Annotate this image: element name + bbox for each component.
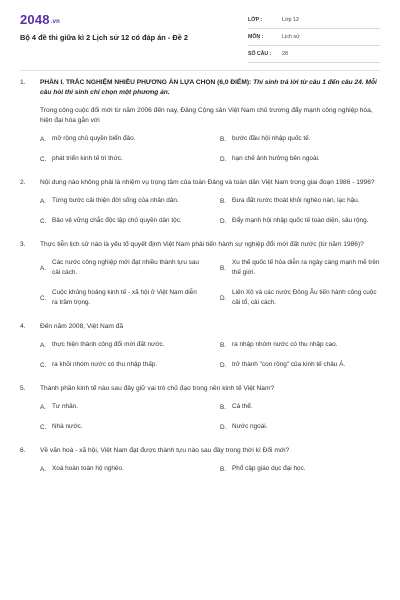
option-d[interactable] bbox=[220, 288, 392, 308]
option-letter: B. bbox=[220, 197, 227, 205]
question-4 bbox=[20, 322, 382, 370]
option-letter: D. bbox=[220, 294, 227, 302]
meta-value: Lớp 12 bbox=[282, 17, 300, 23]
option-letter: C. bbox=[40, 294, 47, 302]
meta-value: Lịch sử bbox=[282, 34, 300, 40]
section-heading-text bbox=[40, 78, 382, 98]
question-text: Thực tiễn lịch sử nào là yếu tố quyết định Việt Nam phải tiến hành sự nghiệp đổi mới đất nước (từ năm 1986)? bbox=[40, 241, 364, 248]
option-letter: C. bbox=[40, 217, 47, 225]
option-text: Đẩy mạnh hội nhập quốc tế toàn diện, sâu rộng. bbox=[232, 217, 369, 224]
option-text: Cuộc khủng hoảng kinh tế - xã hội ở Việt Nam diễn ra trầm trọng. bbox=[52, 289, 197, 306]
option-b[interactable] bbox=[220, 134, 392, 144]
option-c[interactable] bbox=[40, 216, 212, 226]
question-stem bbox=[20, 240, 382, 250]
option-letter: C. bbox=[40, 361, 47, 369]
option-letter: D. bbox=[220, 155, 227, 163]
options-grid bbox=[40, 340, 382, 370]
option-text: Xoá hoàn toàn hộ nghèo. bbox=[52, 465, 124, 472]
option-text: hạn chế ảnh hưởng bên ngoài. bbox=[232, 155, 320, 162]
option-letter: A. bbox=[40, 197, 47, 205]
question-text: Đến năm 2008, Việt Nam đã bbox=[40, 323, 124, 330]
question-number: 2. bbox=[20, 179, 26, 186]
option-letter: D. bbox=[220, 423, 227, 431]
option-letter: A. bbox=[40, 135, 47, 143]
option-text: Xu thế quốc tế hóa diễn ra ngày càng mạnh mẽ trên thế giới. bbox=[232, 259, 380, 276]
options-grid bbox=[40, 134, 382, 164]
question-number: 5. bbox=[20, 385, 26, 392]
option-a[interactable] bbox=[40, 134, 212, 144]
document-title: Bộ 4 đề thi giữa kì 2 Lịch sử 12 có đáp án - Đề 2 bbox=[20, 33, 189, 42]
option-c[interactable] bbox=[40, 288, 212, 308]
option-a[interactable] bbox=[40, 464, 212, 474]
option-text: bước đầu hội nhập quốc tế. bbox=[232, 135, 311, 142]
question-2 bbox=[20, 178, 382, 226]
question-5 bbox=[20, 384, 382, 432]
option-d[interactable] bbox=[220, 216, 392, 226]
option-b[interactable] bbox=[220, 258, 392, 278]
meta-row-question-count bbox=[248, 46, 380, 63]
option-letter: B. bbox=[220, 403, 227, 411]
header-divider bbox=[20, 70, 380, 71]
option-d[interactable] bbox=[220, 154, 392, 164]
options-grid bbox=[40, 196, 382, 226]
question-stem bbox=[20, 446, 382, 456]
meta-label: SỐ CÂU : bbox=[248, 51, 272, 57]
option-d[interactable] bbox=[220, 422, 392, 432]
option-text: mở rộng chủ quyền biển đảo. bbox=[52, 135, 136, 142]
logo-text: 2048 bbox=[20, 12, 50, 27]
section-instruction: Thí sinh trả lời từ câu 1 đến câu 24. Mỗi câu hỏi thí sinh chỉ chọn một phương án. bbox=[40, 79, 377, 96]
option-letter: B. bbox=[220, 341, 227, 349]
option-text: Liên Xô và các nước Đông Âu tiến hành công cuộc cải tổ, cải cách. bbox=[232, 289, 377, 306]
option-text: ra khỏi nhóm nước có thu nhập thấp. bbox=[52, 361, 158, 368]
option-letter: B. bbox=[220, 465, 227, 473]
option-text: Nhà nước. bbox=[52, 423, 83, 430]
question-text: Nội dung nào không phải là nhiệm vụ trọng tâm của toàn Đảng và toàn dân Việt Nam trong giai đoạn 1986 - 1996? bbox=[40, 179, 375, 186]
question-1 bbox=[20, 78, 382, 164]
option-text: phát triển kinh tế tri thức. bbox=[52, 155, 123, 162]
option-b[interactable] bbox=[220, 340, 392, 350]
question-text: Thành phần kinh tế nào sau đây giữ vai trò chủ đạo trong nền kinh tế Việt Nam? bbox=[40, 385, 275, 392]
option-letter: B. bbox=[220, 135, 227, 143]
options-grid bbox=[40, 402, 382, 432]
option-b[interactable] bbox=[220, 402, 392, 412]
document-header bbox=[0, 0, 400, 66]
question-number: 4. bbox=[20, 323, 26, 330]
question-number: 3. bbox=[20, 241, 26, 248]
question-6 bbox=[20, 446, 382, 474]
option-letter: C. bbox=[40, 423, 47, 431]
option-text: Bảo vệ vững chắc độc lập chủ quyền dân tộc. bbox=[52, 217, 182, 224]
option-text: trở thành "con rồng" của kinh tế châu Á. bbox=[232, 361, 346, 368]
option-text: Tư nhân. bbox=[52, 403, 78, 410]
option-text: ra nhập nhóm nước có thu nhập cao. bbox=[232, 341, 338, 348]
option-letter: A. bbox=[40, 465, 47, 473]
option-letter: A. bbox=[40, 264, 47, 272]
meta-row-class bbox=[248, 12, 380, 29]
option-a[interactable] bbox=[40, 340, 212, 350]
option-text: Từng bước cải thiện đời sống của nhân dân. bbox=[52, 197, 179, 204]
question-text: Về văn hoá - xã hội, Việt Nam đạt được thành tựu nào sau đây trong thời kì Đổi mới? bbox=[40, 447, 290, 454]
option-text: thực hiện thành công đổi mới đất nước. bbox=[52, 341, 165, 348]
option-d[interactable] bbox=[220, 360, 392, 370]
option-a[interactable] bbox=[40, 258, 212, 278]
option-letter: D. bbox=[220, 217, 227, 225]
meta-row-subject bbox=[248, 29, 380, 46]
section-title: PHẦN I. TRẮC NGHIỆM NHIỀU PHƯƠNG ÁN LỰA CHỌN (6,0 ĐIỂM): bbox=[40, 79, 252, 86]
meta-value: 28 bbox=[282, 51, 288, 57]
options-grid bbox=[40, 258, 382, 308]
logo-tld: .vn bbox=[50, 19, 61, 25]
question-stem bbox=[20, 322, 382, 332]
exam-content bbox=[20, 78, 382, 488]
section-heading bbox=[20, 78, 382, 98]
site-logo[interactable] bbox=[20, 12, 60, 27]
option-c[interactable] bbox=[40, 154, 212, 164]
option-letter: A. bbox=[40, 341, 47, 349]
option-letter: D. bbox=[220, 361, 227, 369]
question-number: 6. bbox=[20, 447, 26, 454]
option-b[interactable] bbox=[220, 196, 392, 206]
options-grid bbox=[40, 464, 382, 474]
question-3 bbox=[20, 240, 382, 308]
question-number: 1. bbox=[20, 79, 26, 86]
option-text: Phổ cập giáo dục đại học. bbox=[232, 465, 306, 472]
option-c[interactable] bbox=[40, 422, 212, 432]
question-stem bbox=[20, 384, 382, 394]
exam-meta-table bbox=[248, 12, 380, 63]
option-text: Cá thể. bbox=[232, 403, 253, 410]
meta-label: MÔN : bbox=[248, 34, 264, 40]
option-text: Nước ngoài. bbox=[232, 423, 268, 430]
option-c[interactable] bbox=[40, 360, 212, 370]
option-a[interactable] bbox=[40, 402, 212, 412]
option-letter: C. bbox=[40, 155, 47, 163]
option-text: Đưa đất nước thoát khỏi nghèo nàn, lạc hậu. bbox=[232, 197, 360, 204]
meta-label: LỚP : bbox=[248, 17, 263, 23]
option-a[interactable] bbox=[40, 196, 212, 206]
question-text: Trong công cuộc đổi mới từ năm 2006 đến nay, Đảng Cộng sản Việt Nam chủ trương đẩy mạnh công nghiệp hóa, hiện đại hóa gắn với bbox=[40, 107, 373, 124]
option-text: Các nước công nghiệp mới đạt nhiều thành tựu sau cải cách. bbox=[52, 259, 199, 276]
option-b[interactable] bbox=[220, 464, 392, 474]
option-letter: B. bbox=[220, 264, 227, 272]
option-letter: A. bbox=[40, 403, 47, 411]
question-stem bbox=[20, 178, 382, 188]
